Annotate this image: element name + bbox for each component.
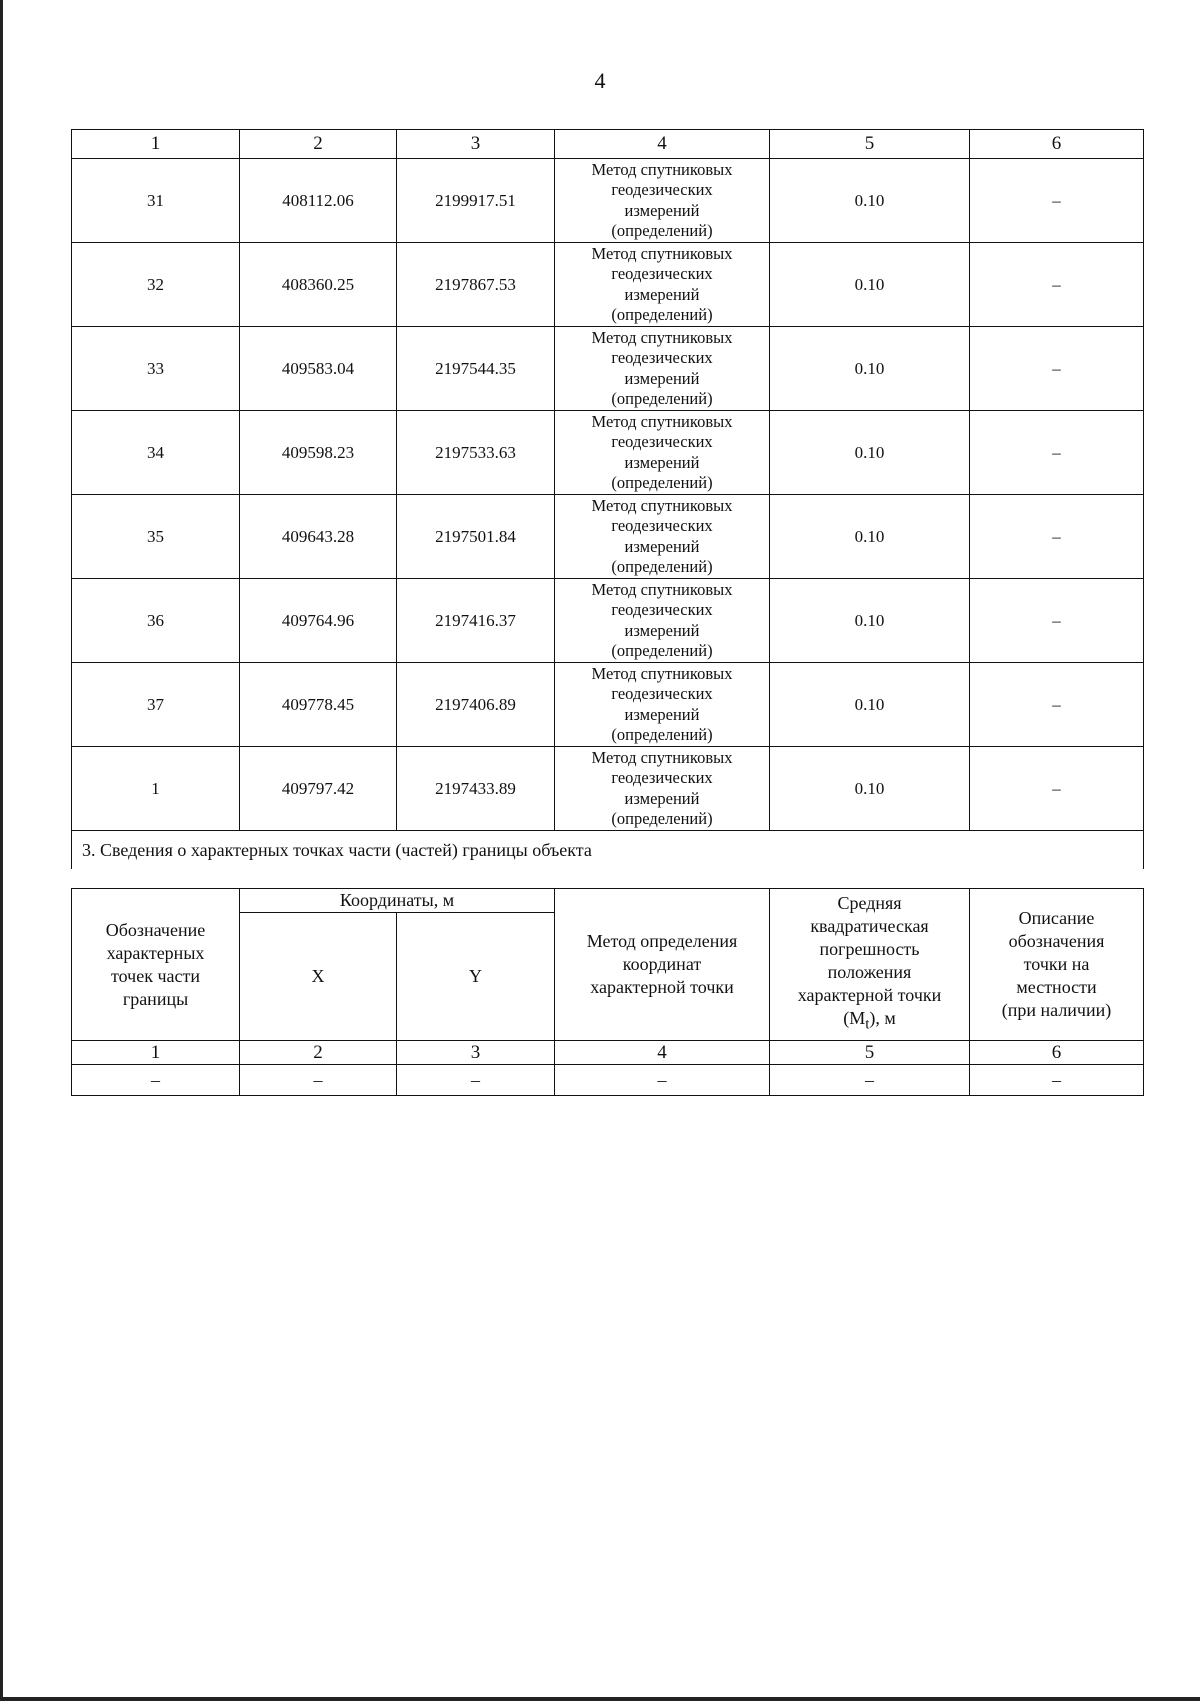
header-line: (при наличии) xyxy=(1001,1000,1112,1020)
y-coordinate: 2199917.51 xyxy=(397,159,555,243)
y-coordinate: 2197501.84 xyxy=(397,495,555,579)
header-line: точек части xyxy=(111,965,200,986)
y-coordinate: 2197406.89 xyxy=(397,663,555,747)
header-method xyxy=(555,889,770,1041)
point-number: 36 xyxy=(72,579,240,663)
header-line: Средняя xyxy=(837,893,902,914)
description-value: – xyxy=(970,411,1144,495)
error-value: 0.10 xyxy=(770,579,970,663)
x-coordinate: 409797.42 xyxy=(240,747,397,831)
error-value: 0.10 xyxy=(770,663,970,747)
method-line: измерений xyxy=(624,788,700,808)
method-line: (определений) xyxy=(611,473,713,492)
point-number: 31 xyxy=(72,159,240,243)
column-number-row xyxy=(72,1041,1144,1065)
header-line: характерных xyxy=(106,942,205,963)
header-row-top xyxy=(72,889,1144,913)
header-line: Обозначение xyxy=(105,919,206,940)
method-line: геодезических xyxy=(611,264,713,283)
y-coordinate: 2197416.37 xyxy=(397,579,555,663)
table-row xyxy=(72,1065,1144,1096)
header-line: характерной точки xyxy=(797,985,942,1006)
coordinates-table xyxy=(71,129,1144,869)
empty-cell: – xyxy=(770,1065,970,1096)
table-row xyxy=(72,327,1144,411)
method-line: Метод спутниковых xyxy=(591,243,733,263)
method-line: геодезических xyxy=(611,600,713,619)
method-cell xyxy=(555,327,770,411)
column-number: 4 xyxy=(555,130,770,159)
point-number: 32 xyxy=(72,243,240,327)
error-value: 0.10 xyxy=(770,411,970,495)
column-number: 3 xyxy=(397,1041,555,1065)
method-line: (определений) xyxy=(611,725,713,744)
table-row xyxy=(72,663,1144,747)
description-value: – xyxy=(970,159,1144,243)
column-number: 1 xyxy=(72,1041,240,1065)
empty-cell: – xyxy=(72,1065,240,1096)
x-coordinate: 409583.04 xyxy=(240,327,397,411)
error-value: 0.10 xyxy=(770,159,970,243)
description-value: – xyxy=(970,243,1144,327)
table-row xyxy=(72,159,1144,243)
header-line: квадратическая xyxy=(810,916,929,937)
description-value: – xyxy=(970,579,1144,663)
method-line: (определений) xyxy=(611,389,713,408)
method-cell xyxy=(555,747,770,831)
empty-cell: – xyxy=(555,1065,770,1096)
method-line: геодезических xyxy=(611,768,713,787)
column-number: 5 xyxy=(770,1041,970,1065)
x-coordinate: 409643.28 xyxy=(240,495,397,579)
empty-cell: – xyxy=(240,1065,397,1096)
scan-edge-bottom xyxy=(0,1697,1200,1701)
header-line: Описание xyxy=(1018,908,1095,928)
error-value: 0.10 xyxy=(770,243,970,327)
method-line: (определений) xyxy=(611,641,713,660)
description-value: – xyxy=(970,663,1144,747)
method-line: измерений xyxy=(624,200,700,220)
method-line: (определений) xyxy=(611,809,713,828)
header-point-designation xyxy=(72,889,240,1041)
header-line: точки на xyxy=(1023,954,1090,974)
description-value: – xyxy=(970,747,1144,831)
error-subscript: t xyxy=(865,1016,870,1033)
table-row xyxy=(72,579,1144,663)
x-coordinate: 409778.45 xyxy=(240,663,397,747)
method-line: измерений xyxy=(624,452,700,472)
method-line: Метод спутниковых xyxy=(591,159,733,179)
error-unit: ), м xyxy=(869,1008,896,1029)
header-line: Метод определения xyxy=(586,931,738,951)
error-value: 0.10 xyxy=(770,495,970,579)
scan-edge-left xyxy=(0,0,3,1701)
empty-cell: – xyxy=(397,1065,555,1096)
y-coordinate: 2197867.53 xyxy=(397,243,555,327)
method-cell xyxy=(555,495,770,579)
y-coordinate: 2197544.35 xyxy=(397,327,555,411)
header-y: Y xyxy=(397,913,555,1041)
method-line: геодезических xyxy=(611,180,713,199)
section-title: 3. Сведения о характерных точках части (частей) границы объекта xyxy=(72,831,1144,870)
column-number: 6 xyxy=(970,130,1144,159)
method-line: (определений) xyxy=(611,221,713,240)
error-value: 0.10 xyxy=(770,327,970,411)
method-line: Метод спутниковых xyxy=(591,747,733,767)
method-line: Метод спутниковых xyxy=(591,579,733,599)
header-line: границы xyxy=(122,988,189,1009)
header-line: погрешность xyxy=(819,939,920,960)
point-number: 37 xyxy=(72,663,240,747)
column-number: 5 xyxy=(770,130,970,159)
method-cell xyxy=(555,663,770,747)
header-line: обозначения xyxy=(1008,931,1105,951)
method-line: Метод спутниковых xyxy=(591,411,733,431)
method-line: (определений) xyxy=(611,557,713,576)
method-cell xyxy=(555,243,770,327)
method-line: (определений) xyxy=(611,305,713,324)
header-line: местности xyxy=(1016,977,1097,997)
error-symbol: (M xyxy=(843,1008,866,1029)
description-value: – xyxy=(970,327,1144,411)
method-line: Метод спутниковых xyxy=(591,327,733,347)
x-coordinate: 409764.96 xyxy=(240,579,397,663)
method-line: измерений xyxy=(624,368,700,388)
y-coordinate: 2197533.63 xyxy=(397,411,555,495)
header-coordinates: Координаты, м xyxy=(240,889,555,913)
description-value: – xyxy=(970,495,1144,579)
header-line: характерной точки xyxy=(590,977,734,997)
method-line: измерений xyxy=(624,704,700,724)
method-cell xyxy=(555,411,770,495)
x-coordinate: 409598.23 xyxy=(240,411,397,495)
column-number: 2 xyxy=(240,130,397,159)
point-number: 34 xyxy=(72,411,240,495)
point-number: 1 xyxy=(72,747,240,831)
header-error xyxy=(770,889,970,1041)
empty-cell: – xyxy=(970,1065,1144,1096)
method-cell xyxy=(555,159,770,243)
header-x: X xyxy=(240,913,397,1041)
table-row xyxy=(72,495,1144,579)
page-number: 4 xyxy=(594,68,606,93)
column-number: 2 xyxy=(240,1041,397,1065)
table-row xyxy=(72,411,1144,495)
point-number: 33 xyxy=(72,327,240,411)
table-row xyxy=(72,243,1144,327)
column-number: 6 xyxy=(970,1041,1144,1065)
column-number-row xyxy=(72,130,1144,159)
column-number: 3 xyxy=(397,130,555,159)
header-line xyxy=(770,1007,969,1037)
method-line: Метод спутниковых xyxy=(591,663,733,683)
header-description xyxy=(970,889,1144,1041)
method-cell xyxy=(555,579,770,663)
method-line: измерений xyxy=(624,284,700,304)
header-line: положения xyxy=(827,962,912,983)
method-line: геодезических xyxy=(611,348,713,367)
column-number: 4 xyxy=(555,1041,770,1065)
y-coordinate: 2197433.89 xyxy=(397,747,555,831)
section-row xyxy=(72,831,1144,870)
method-line: геодезических xyxy=(611,516,713,535)
method-line: Метод спутниковых xyxy=(591,495,733,515)
part-boundary-points-table xyxy=(71,888,1144,1096)
table-row xyxy=(72,747,1144,831)
error-value: 0.10 xyxy=(770,747,970,831)
header-line: координат xyxy=(622,954,702,974)
x-coordinate: 408360.25 xyxy=(240,243,397,327)
method-line: геодезических xyxy=(611,432,713,451)
column-number: 1 xyxy=(72,130,240,159)
point-number: 35 xyxy=(72,495,240,579)
method-line: геодезических xyxy=(611,684,713,703)
x-coordinate: 408112.06 xyxy=(240,159,397,243)
method-line: измерений xyxy=(624,536,700,556)
method-line: измерений xyxy=(624,620,700,640)
